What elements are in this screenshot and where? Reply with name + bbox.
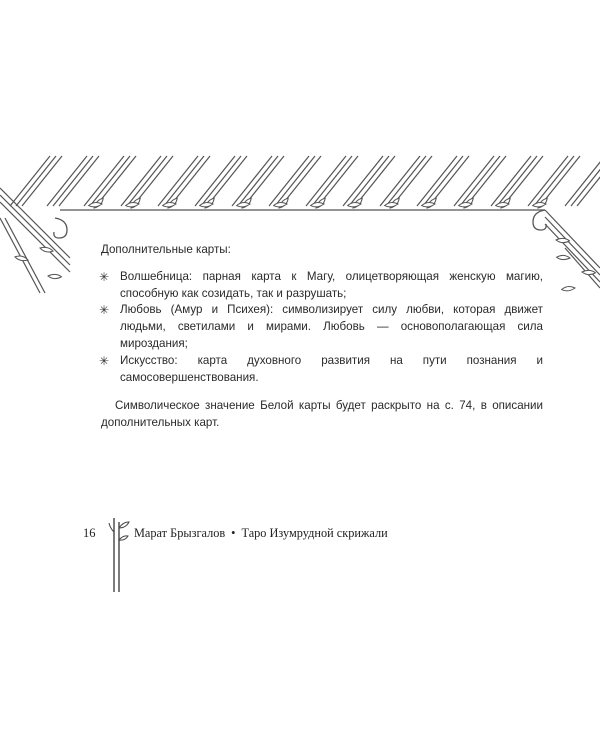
- list-item-text: Любовь (Амур и Психея): символизирует силу любви, которая движет людьми, светилами и мирами. Любовь — основополагающая сила мироздания;: [120, 303, 543, 350]
- leaf-icon: [48, 271, 62, 282]
- scroll-curl-icon: [54, 218, 67, 238]
- vine-stripe: [269, 156, 309, 206]
- vine-stripe: [195, 156, 235, 206]
- vine-stripe: [460, 156, 500, 206]
- vine-stripe: [84, 156, 124, 206]
- main-content: [101, 242, 543, 432]
- list-item: [101, 269, 543, 303]
- body-paragraph: Символическое значение Белой карты будет раскрыто на с. 74, в описании дополнительных карт.: [101, 399, 543, 430]
- vine-stripe: [565, 248, 600, 288]
- vine-stripe: [577, 156, 600, 206]
- vine-stripe: [47, 156, 87, 206]
- vine-stripe: [312, 156, 352, 206]
- author-name: Марат Брызгалов: [134, 526, 226, 540]
- vine-stripe: [16, 156, 56, 206]
- vine-stripe: [238, 156, 278, 206]
- vine-stripe: [417, 156, 457, 206]
- vine-stripe: [164, 156, 204, 206]
- vine-stripe: [343, 156, 383, 206]
- vine-stripe: [534, 156, 574, 206]
- vine-stripe: [275, 156, 315, 206]
- vine-stripe: [380, 156, 420, 206]
- vine-stripe: [22, 156, 62, 206]
- list-item-text: Волшебница: парная карта к Магу, олицетворяющая женскую магию, способную как созидать, так и разрушать;: [120, 269, 543, 300]
- vine-stripe: [90, 156, 130, 206]
- vine-stripe: [497, 156, 537, 206]
- leaf-icon: [557, 252, 571, 263]
- vine-stripe: [53, 156, 93, 206]
- vine-stripe: [491, 156, 531, 206]
- vine-stripe: [158, 156, 198, 206]
- leaf-icon: [15, 252, 28, 265]
- separator-dot: •: [231, 526, 236, 540]
- list-item-text: Искусство: карта духовного развития на пути познания и самосовершенствования.: [120, 353, 543, 384]
- asterisk-bullet-icon: ✳: [99, 269, 110, 284]
- vine-stripe: [545, 210, 600, 268]
- vine-stripe: [127, 156, 167, 206]
- vine-stripe: [306, 156, 346, 206]
- list-item: [101, 353, 543, 387]
- scroll-curl-icon: [533, 210, 546, 230]
- vine-stripe: [349, 156, 389, 206]
- page-number: 16: [83, 526, 96, 540]
- vine-stripe: [5, 218, 45, 293]
- vine-stripe: [121, 156, 161, 206]
- vine-stripe: [423, 156, 463, 206]
- vine-stripe: [386, 156, 426, 206]
- vine-stripe: [59, 156, 99, 206]
- section-heading: Дополнительные карты:: [101, 243, 231, 256]
- vine-stripe: [528, 156, 568, 206]
- vine-stripe: [232, 156, 272, 206]
- vine-stripe: [10, 156, 50, 206]
- asterisk-bullet-icon: ✳: [99, 303, 110, 318]
- vine-stripe: [201, 156, 241, 206]
- running-header: [134, 526, 388, 541]
- book-title: Таро Изумрудной скрижали: [241, 526, 388, 540]
- bullet-list: [101, 269, 543, 387]
- leaf-icon: [562, 284, 575, 294]
- list-item: [101, 302, 543, 352]
- vine-stripe: [454, 156, 494, 206]
- vine-stripe: [545, 217, 600, 275]
- asterisk-bullet-icon: ✳: [99, 353, 110, 368]
